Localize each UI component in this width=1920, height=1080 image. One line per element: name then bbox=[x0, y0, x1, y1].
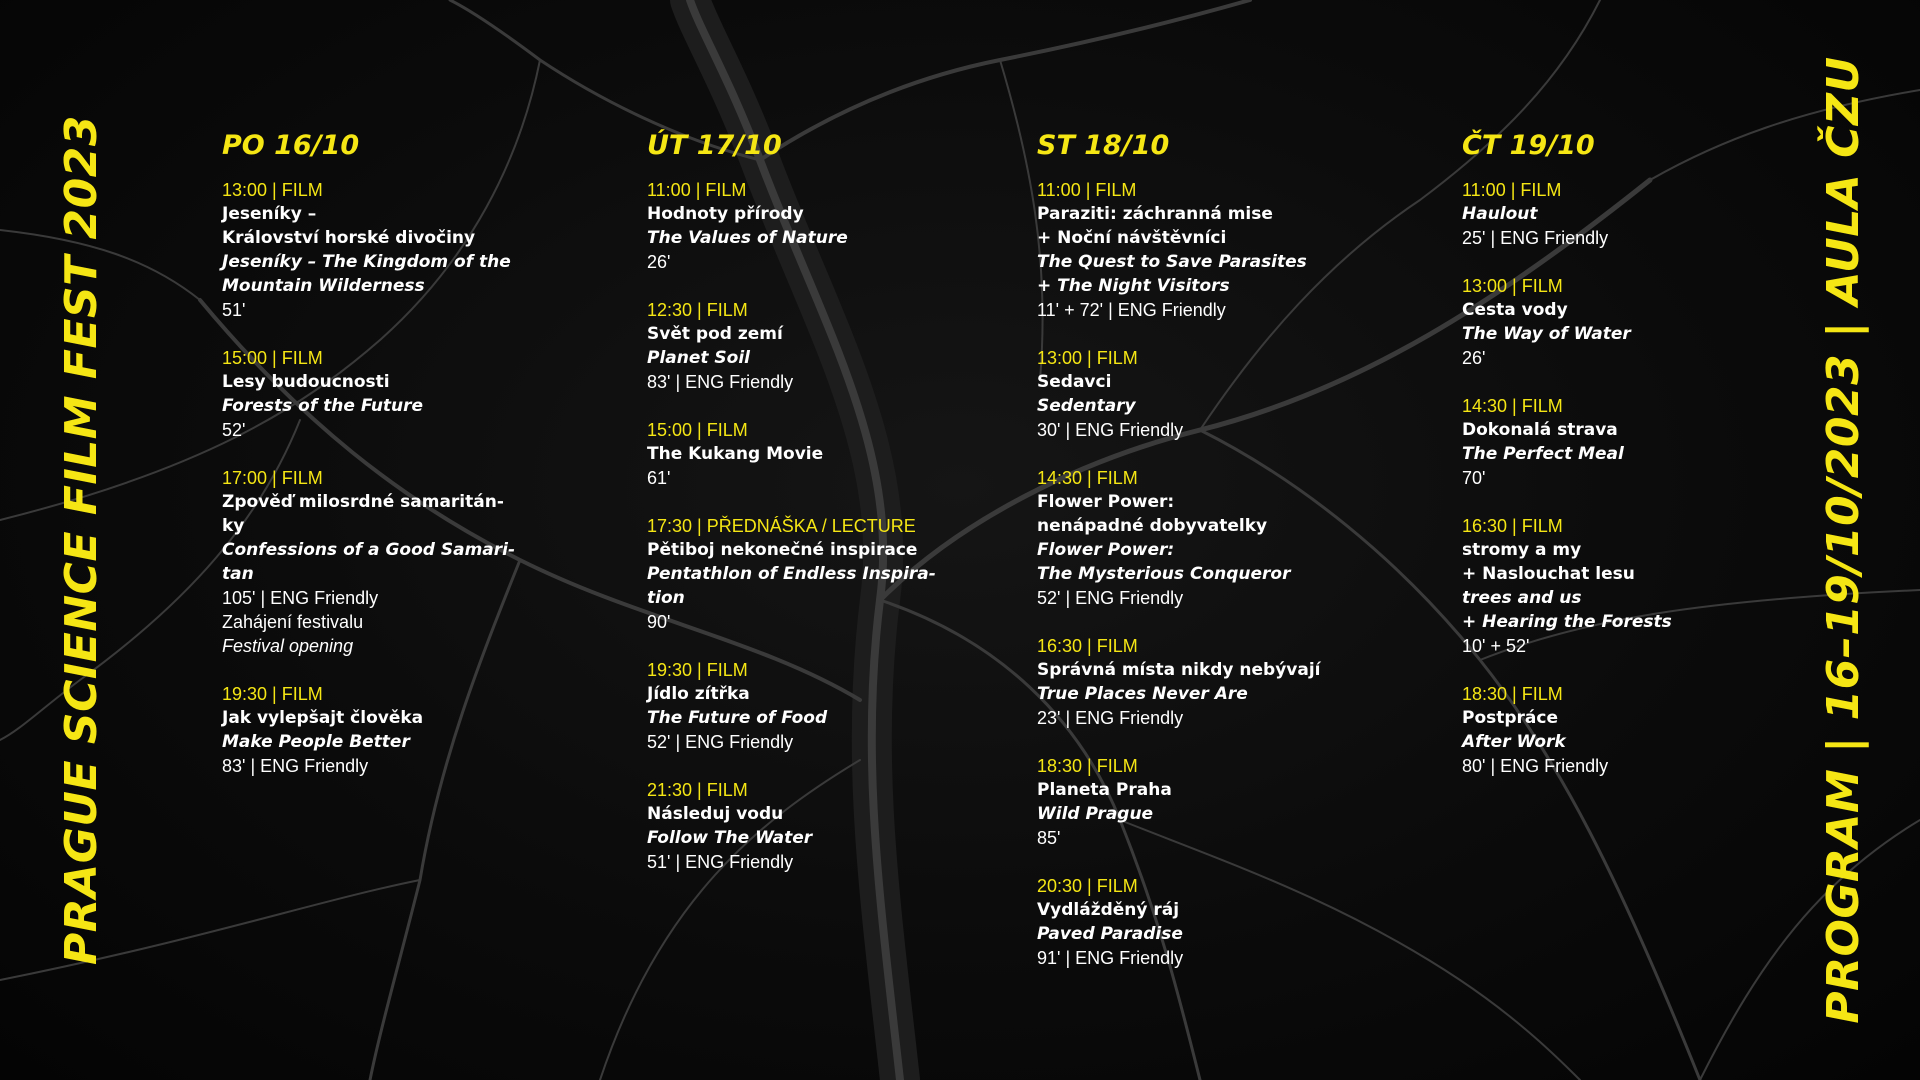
event-title: Následuj vodu bbox=[647, 804, 784, 824]
event-title-english: tan bbox=[222, 564, 254, 584]
event-title-english: True Places Never Are bbox=[1037, 684, 1248, 704]
event-title: Postpráce bbox=[1462, 708, 1559, 728]
event-title: Jeseníky – bbox=[222, 204, 317, 224]
event-title: Zpověď milosrdné samaritán- bbox=[222, 492, 504, 512]
event-title-english: + The Night Visitors bbox=[1037, 276, 1230, 296]
event-title: Cesta vody bbox=[1462, 300, 1568, 320]
event-title: + Naslouchat lesu bbox=[1462, 564, 1635, 584]
event-duration: 51' bbox=[222, 300, 246, 320]
event-time: 12:30 | FILM bbox=[647, 300, 748, 320]
event-title: Vydlážděný ráj bbox=[1037, 900, 1180, 920]
event-item bbox=[647, 778, 977, 874]
event-title: Království horské divočiny bbox=[222, 228, 476, 248]
event-duration: 25' | ENG Friendly bbox=[1462, 228, 1609, 248]
event-duration: 85' bbox=[1037, 828, 1061, 848]
event-title-english: Wild Prague bbox=[1037, 804, 1154, 824]
event-title: Paraziti: záchranná mise bbox=[1037, 204, 1273, 224]
event-title-english: Jeseníky – The Kingdom of the bbox=[222, 252, 511, 272]
event-time: 14:30 | FILM bbox=[1037, 468, 1138, 488]
event-time: 20:30 | FILM bbox=[1037, 876, 1138, 896]
event-duration: 10' + 52' bbox=[1462, 636, 1530, 656]
event-title-english: The Mysterious Conqueror bbox=[1037, 564, 1291, 584]
event-duration: 23' | ENG Friendly bbox=[1037, 708, 1184, 728]
event-time: 14:30 | FILM bbox=[1462, 396, 1563, 416]
event-duration: 83' | ENG Friendly bbox=[222, 756, 369, 776]
event-duration: 91' | ENG Friendly bbox=[1037, 948, 1184, 968]
event-item bbox=[222, 178, 552, 322]
event-time: 13:00 | FILM bbox=[1037, 348, 1138, 368]
event-duration: 26' bbox=[1462, 348, 1486, 368]
event-time: 16:30 | FILM bbox=[1462, 516, 1563, 536]
event-duration: 90' bbox=[647, 612, 671, 632]
event-title-english: Pentathlon of Endless Inspira- bbox=[647, 564, 936, 584]
event-title-english: The Perfect Meal bbox=[1462, 444, 1624, 464]
event-item bbox=[1462, 394, 1792, 490]
day-header: ÚT 17/10 bbox=[647, 130, 782, 161]
event-title: Planeta Praha bbox=[1037, 780, 1172, 800]
event-title-english: Planet Soil bbox=[647, 348, 751, 368]
event-duration: 83' | ENG Friendly bbox=[647, 372, 794, 392]
event-title: Pětiboj nekonečné inspirace bbox=[647, 540, 918, 560]
event-item bbox=[1037, 874, 1367, 970]
event-duration: 52' bbox=[222, 420, 246, 440]
event-title: Flower Power: bbox=[1037, 492, 1175, 512]
event-item bbox=[647, 418, 977, 490]
event-duration: 11' + 72' | ENG Friendly bbox=[1037, 300, 1226, 320]
event-title-english: Confessions of a Good Samari- bbox=[222, 540, 516, 560]
day-column bbox=[647, 130, 977, 898]
event-time: 11:00 | FILM bbox=[1037, 180, 1137, 200]
event-title-english: The Way of Water bbox=[1462, 324, 1631, 344]
event-duration: 80' | ENG Friendly bbox=[1462, 756, 1609, 776]
event-title-english: Follow The Water bbox=[647, 828, 813, 848]
event-item bbox=[647, 178, 977, 274]
event-title: The Kukang Movie bbox=[647, 444, 824, 464]
event-item bbox=[222, 346, 552, 442]
event-title-english: trees and us bbox=[1462, 588, 1582, 608]
event-duration: 52' | ENG Friendly bbox=[1037, 588, 1184, 608]
day-header: PO 16/10 bbox=[222, 130, 360, 161]
event-title-english: Mountain Wilderness bbox=[222, 276, 425, 296]
event-time: 21:30 | FILM bbox=[647, 780, 748, 800]
event-time: 16:30 | FILM bbox=[1037, 636, 1138, 656]
event-item bbox=[222, 682, 552, 778]
event-item bbox=[647, 658, 977, 754]
day-column bbox=[1037, 130, 1367, 994]
event-title: Sedavci bbox=[1037, 372, 1112, 392]
event-time: 18:30 | FILM bbox=[1037, 756, 1138, 776]
event-time: 13:00 | FILM bbox=[222, 180, 323, 200]
event-item bbox=[1037, 178, 1367, 322]
event-title-english: Haulout bbox=[1462, 204, 1538, 224]
event-note: Zahájení festivalu bbox=[222, 612, 364, 632]
event-item bbox=[1462, 682, 1792, 778]
event-time: 15:00 | FILM bbox=[222, 348, 323, 368]
festival-title: PRAGUE SCIENCE FILM FEST 2023 bbox=[56, 115, 107, 965]
event-time: 15:00 | FILM bbox=[647, 420, 748, 440]
event-title: Jídlo zítřka bbox=[647, 684, 750, 704]
event-duration: 61' bbox=[647, 468, 671, 488]
day-column bbox=[222, 130, 552, 802]
event-time: 18:30 | FILM bbox=[1462, 684, 1563, 704]
event-time: 17:30 | PŘEDNÁŠKA / LECTURE bbox=[647, 516, 916, 536]
event-title: Dokonalá strava bbox=[1462, 420, 1618, 440]
event-duration: 30' | ENG Friendly bbox=[1037, 420, 1184, 440]
event-title-english: Forests of the Future bbox=[222, 396, 424, 416]
event-time: 13:00 | FILM bbox=[1462, 276, 1563, 296]
event-time: 19:30 | FILM bbox=[647, 660, 748, 680]
event-title-english: + Hearing the Forests bbox=[1462, 612, 1672, 632]
day-column bbox=[1462, 130, 1792, 802]
event-item bbox=[647, 514, 977, 634]
event-item bbox=[222, 466, 552, 658]
event-time: 11:00 | FILM bbox=[1462, 180, 1562, 200]
event-item bbox=[1037, 754, 1367, 850]
event-title-english: tion bbox=[647, 588, 685, 608]
event-title-english: The Quest to Save Parasites bbox=[1037, 252, 1307, 272]
event-title-english: Flower Power: bbox=[1037, 540, 1175, 560]
event-item bbox=[1037, 634, 1367, 730]
event-item bbox=[1462, 178, 1792, 250]
event-title-english: Paved Paradise bbox=[1037, 924, 1183, 944]
event-title: Svět pod zemí bbox=[647, 324, 783, 344]
event-title: Hodnoty přírody bbox=[647, 204, 804, 224]
event-duration: 26' bbox=[647, 252, 671, 272]
event-title: + Noční návštěvníci bbox=[1037, 228, 1227, 248]
event-item bbox=[647, 298, 977, 394]
event-time: 17:00 | FILM bbox=[222, 468, 323, 488]
event-title: Jak vylepšajt člověka bbox=[222, 708, 424, 728]
program-dates-venue: PROGRAM | 16–19/10/2023 | AULA ČZU bbox=[1818, 56, 1869, 1024]
event-time: 19:30 | FILM bbox=[222, 684, 323, 704]
event-title-english: The Future of Food bbox=[647, 708, 828, 728]
event-title-english: After Work bbox=[1462, 732, 1566, 752]
event-title-english: Sedentary bbox=[1037, 396, 1136, 416]
event-time: 11:00 | FILM bbox=[647, 180, 747, 200]
event-duration: 105' | ENG Friendly bbox=[222, 588, 379, 608]
event-note-english: Festival opening bbox=[222, 636, 354, 656]
event-title: ky bbox=[222, 516, 245, 536]
event-title-english: Make People Better bbox=[222, 732, 410, 752]
day-header: ČT 19/10 bbox=[1462, 130, 1595, 161]
event-item bbox=[1037, 466, 1367, 610]
event-title: Správná místa nikdy nebývají bbox=[1037, 660, 1321, 680]
event-duration: 51' | ENG Friendly bbox=[647, 852, 794, 872]
event-duration: 70' bbox=[1462, 468, 1486, 488]
event-duration: 52' | ENG Friendly bbox=[647, 732, 794, 752]
event-title: nenápadné dobyvatelky bbox=[1037, 516, 1268, 536]
event-title: stromy a my bbox=[1462, 540, 1582, 560]
event-item bbox=[1462, 274, 1792, 370]
event-title: Lesy budoucnosti bbox=[222, 372, 390, 392]
event-item bbox=[1037, 346, 1367, 442]
day-header: ST 18/10 bbox=[1037, 130, 1170, 161]
event-title-english: The Values of Nature bbox=[647, 228, 848, 248]
event-item bbox=[1462, 514, 1792, 658]
